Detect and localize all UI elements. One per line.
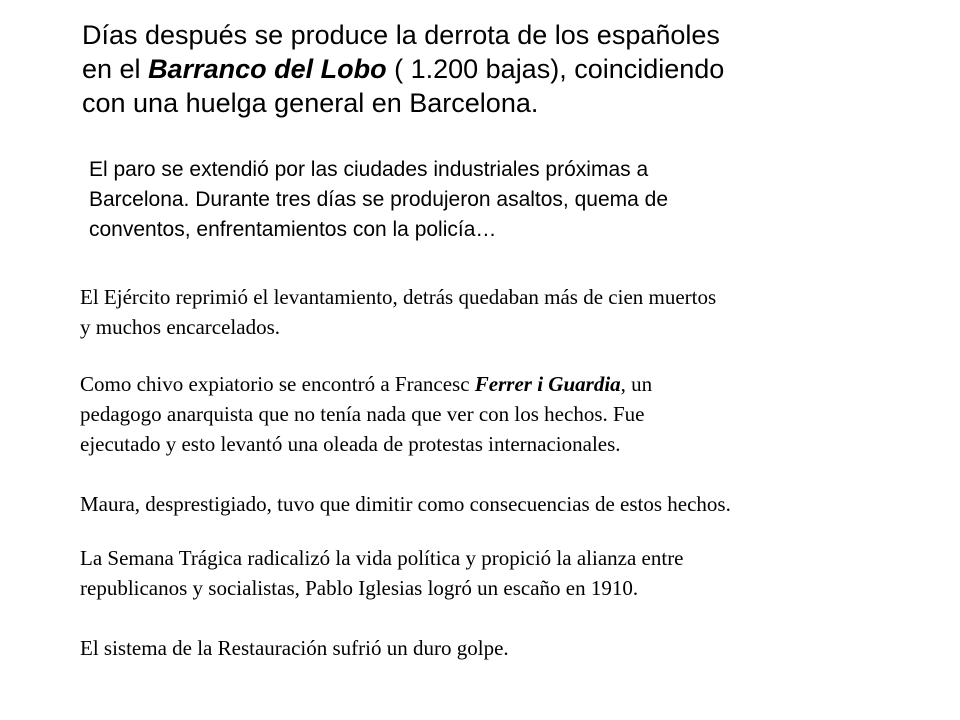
heading-emphasis-barranco: Barranco del Lobo	[148, 54, 387, 84]
ferrer-paragraph-start: Como chivo expiatorio se encontró a Francesc	[80, 372, 475, 396]
restauracion-paragraph: El sistema de la Restauración sufrió un duro golpe.	[80, 636, 509, 660]
heading-line-2-end: ( 1.200 bajas), coincidiendo	[386, 54, 725, 84]
ferrer-name-emphasis: Ferrer i Guardia	[474, 372, 621, 396]
heading-line-2-start: en el	[82, 54, 149, 84]
strike-paragraph: El paro se extendió por las ciudades industriales próximas a Barcelona. Durante tres días se produjeron asaltos, quema de conventos, enfrentamientos con la policía…	[89, 158, 669, 241]
maura-paragraph: Maura, desprestigiado, tuvo que dimitir como consecuencias de estos hechos.	[80, 492, 731, 516]
ferrer-paragraph-end: , un pedagogo anarquista que no tenía nada que ver con los hechos. Fue ejecutado y esto levantó una oleada de protestas internacionales.	[80, 372, 653, 456]
repression-paragraph: El Ejército reprimió el levantamiento, detrás quedaban más de cien muertos y muchos encarcelados.	[80, 285, 717, 339]
heading-line-1: Días después se produce la derrota de los españoles	[82, 20, 720, 50]
semana-tragica-paragraph: La Semana Trágica radicalizó la vida política y propició la alianza entre republicanos y socialistas, Pablo Iglesias logró un escaño en 1910.	[80, 546, 684, 600]
ferrer-paragraph	[80, 369, 940, 459]
heading-paragraph	[82, 18, 942, 120]
heading-line-3: con una huelga general en Barcelona.	[82, 88, 539, 118]
